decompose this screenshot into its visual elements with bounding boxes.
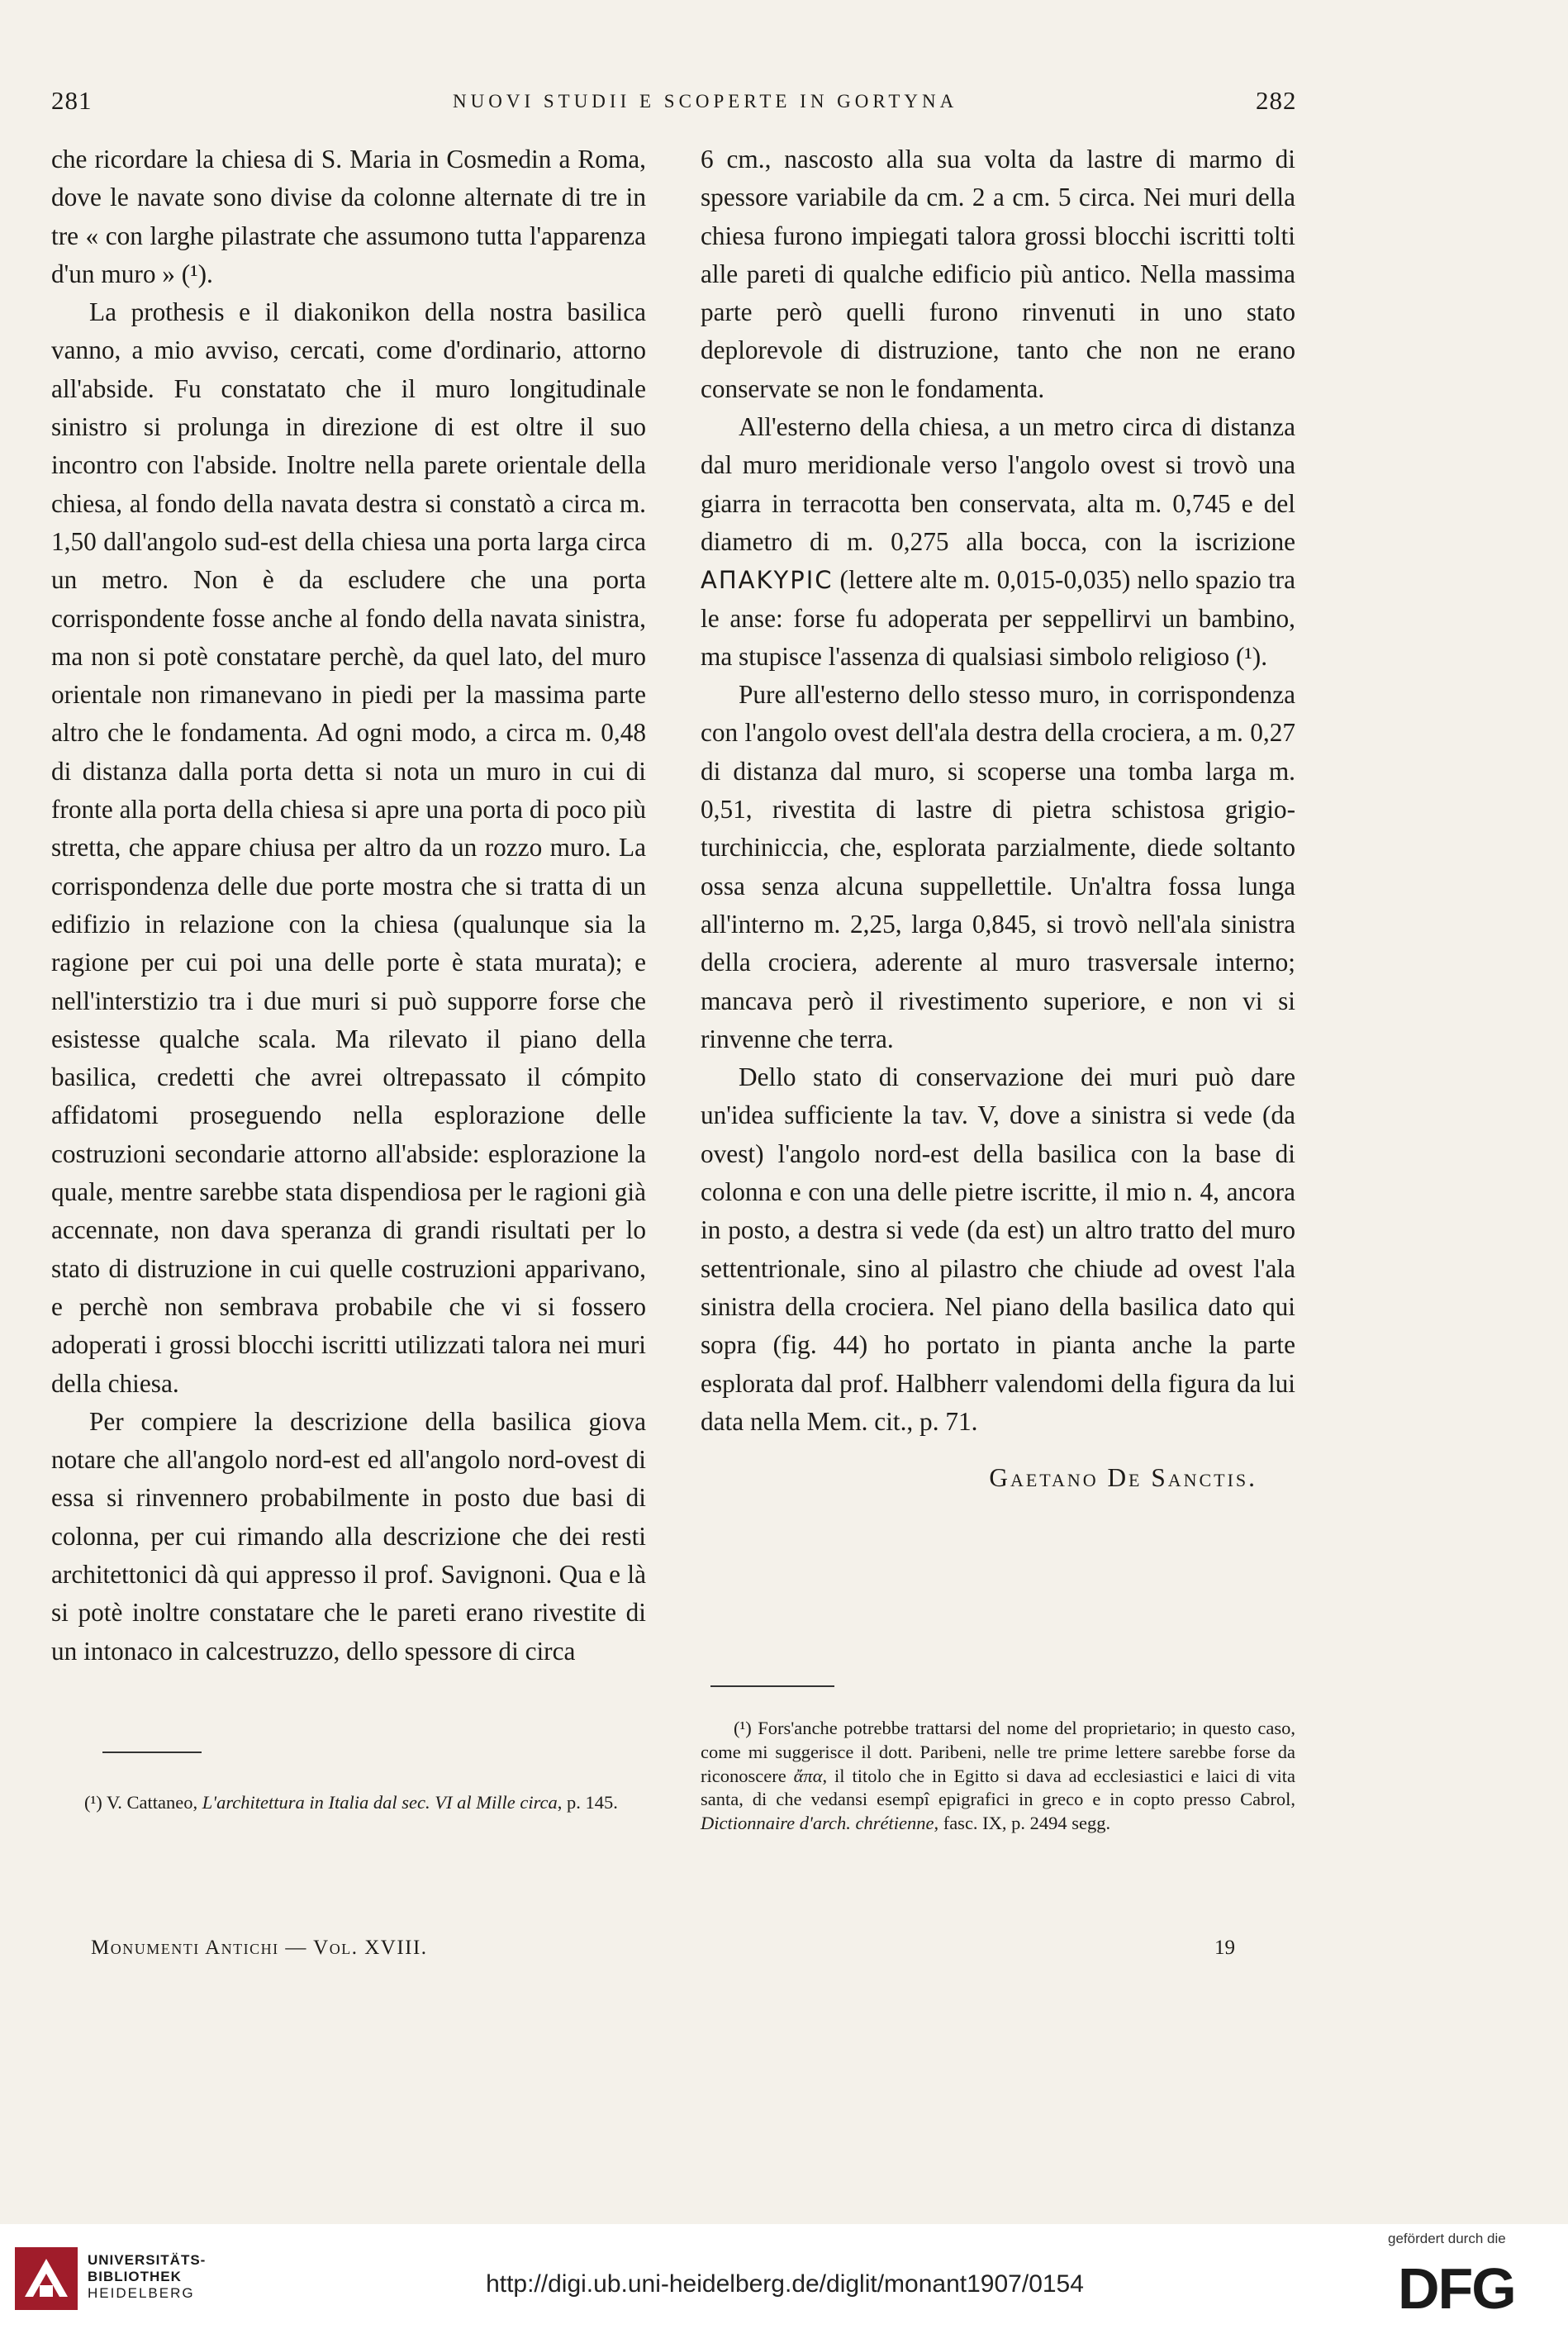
footnote-right-part-c: , fasc. IX, p. 2494 segg.: [934, 1813, 1111, 1834]
footnote-separator: [102, 1752, 202, 1753]
running-title: NUOVI STUDII E SCOPERTE IN GORTYNA: [453, 91, 958, 112]
page-number-left: 281: [51, 86, 93, 115]
footnote-left-part-b: , p. 145.: [557, 1792, 618, 1813]
permalink-url[interactable]: http://digi.ub.uni-heidelberg.de/diglit/monant1907/0154: [486, 2270, 1084, 2298]
footnote-right-greek: ἄπα: [793, 1765, 823, 1786]
signature-number: 19: [1214, 1937, 1235, 1959]
left-paragraph-3: Per compiere la descrizione della basilica giova notare che all'angolo nord-est ed all'angolo nord-ovest di essa si rinvennero probabilmente in posto due basi di colonna, per cui rimando alla descrizione che dei resti architettonici dà qui appresso il prof. Savignoni. Qua e là si potè inoltre constatare che le pareti erano rivestite di un intonaco in calcestruzzo, dello spessore di circa: [51, 1406, 646, 1666]
footnote-right-part-b: , il titolo che in Egitto si dava ad ecclesiastici e laici di vita santa, di che vedansi esempî epigrafici in greco e in copto presso Cabrol,: [701, 1765, 1295, 1810]
left-paragraph-2: La prothesis e il diakonikon della nostra basilica vanno, a mio avviso, cercati, come d'ordinario, attorno all'abside. Fu constatato che il muro longitudinale sinistro si prolunga in direzione di est oltre il suo incontro con l'abside. Inoltre nella parete orientale della chiesa, al fondo della navata destra si constatò a circa m. 1,50 dall'angolo sud-est della chiesa una porta larga circa un metro. Non è da escludere che una porta corrispondente fosse anche al fondo della navata sinistra, ma non si potè constatare perchè, da quel lato, del muro orientale non rimanevano in piedi per la massima parte altro che le fondamenta. Ad ogni modo, a circa m. 0,48 di distanza dalla porta detta si nota un muro in cui di fronte alla porta della chiesa si apre una porta di poco più stretta, che appare chiusa per altro da un rozzo muro. La corrispondenza delle due porte mostra che si tratta di un edifizio in relazione con la chiesa (qualunque sia la ragione per cui poi una delle porte è stata murata); e nell'interstizio tra i due muri si può supporre forse che esistesse qualche scala. Ma rilevato il piano della basilica, credetti che avrei oltrepassato il cómpito affidatomi proseguendo nella esplorazione delle costruzioni secondarie attorno all'abside: esplorazione la quale, mentre sarebbe stata dispendiosa per le ragioni già accennate, non dava speranza di grandi risultati per lo stato di distruzione in cui quelle costruzioni apparivano, e perchè non sembrava probabile che vi si fossero adoperati i grossi blocchi iscritti utilizzati talora nei muri della chiesa.: [51, 297, 646, 1398]
university-library-logo-icon[interactable]: [15, 2247, 78, 2310]
author-signature: Gaetano De Sanctis.: [989, 1463, 1257, 1493]
dfg-logo-icon[interactable]: [1396, 2260, 1553, 2313]
footnote-left-title: L'architettura in Italia dal sec. VI al Mille circa: [202, 1792, 558, 1813]
footnote-right: [701, 1685, 1295, 1836]
footnote-right-text: [701, 1717, 1295, 1836]
right-column: [701, 140, 1295, 1497]
right-paragraph-1: 6 cm., nascosto alla sua volta da lastre di marmo di spessore variabile da cm. 2 a cm. 5 circa. Nei muri della chiesa furono impiegati talora grossi blocchi iscritti tolti alle pareti di qualche edificio più antico. Nella massima parte però quelli furono rinvenuti in uno stato deplorevole di distruzione, tanto che non ne erano conservate se non le fondamenta.: [701, 145, 1295, 403]
greek-inscription: ΑΠΑΚΥΡΙC: [701, 566, 834, 595]
footnote-right-part-a: (¹) Fors'anche potrebbe trattarsi del nome del proprietario; in questo caso, come mi suggerisce il dott. Paribeni, nelle tre prime lettere sarebbe forse da riconoscere: [701, 1718, 1295, 1786]
footnote-left-text: [51, 1791, 646, 1815]
page-number-right: 282: [1256, 86, 1297, 115]
right-paragraph-2: [701, 408, 1295, 676]
footnote-left: [51, 1752, 646, 1815]
institution-line-1: UNIVERSITÄTS-: [88, 2252, 207, 2268]
funded-by-label: gefördert durch die: [1388, 2231, 1506, 2246]
left-column: [51, 140, 646, 1671]
right-paragraph-2-part-a: All'esterno della chiesa, a un metro circa di distanza dal muro meridionale verso l'angolo ovest si trovò una giarra in terracotta ben conservata, alta m. 0,745 e del diametro di m. 0,275 alla bocca, con la iscrizione: [701, 412, 1295, 556]
footnote-separator: [710, 1685, 834, 1687]
left-paragraph-1: che ricordare la chiesa di S. Maria in Cosmedin a Roma, dove le navate sono divise da colonne alternate di tre in tre « con larghe pilastrate che assumono tutta l'apparenza d'un muro » (¹).: [51, 145, 646, 288]
dfg-logo-text: DFG: [1398, 2260, 1515, 2313]
footnote-left-part-a: (¹) V. Cattaneo,: [84, 1792, 202, 1813]
university-library-name[interactable]: [88, 2252, 206, 2302]
footnote-right-title: Dictionnaire d'arch. chrétienne: [701, 1813, 934, 1834]
institution-line-3: HEIDELBERG: [88, 2285, 195, 2301]
right-paragraph-2-part-b: (lettere alte m. 0,015-0,035) nello spazio tra le anse: forse fu adoperata per seppellirvi un bambino, ma stupisce l'assenza di qualsiasi simbolo religioso (¹).: [701, 565, 1295, 671]
right-paragraph-4: Dello stato di conservazione dei muri può dare un'idea sufficiente la tav. V, dove a sinistra si vede (da ovest) l'angolo nord-est della basilica con la base di colonna e con una delle pietre iscritte, il mio n. 4, ancora in posto, a destra si vede (da est) un altro tratto del muro settentrionale, sino al pilastro che chiude ad ovest l'ala sinistra della crociera. Nel piano della basilica dato qui sopra (fig. 44) ho portato in pianta anche la parte esplorata dal prof. Halbherr valendomi della figura da lui data nella Mem. cit., p. 71.: [701, 1062, 1295, 1436]
institution-line-2: BIBLIOTHEK: [88, 2269, 182, 2284]
journal-footer: Monumenti Antichi — Vol. XVIII.: [91, 1937, 428, 1959]
right-paragraph-3: Pure all'esterno dello stesso muro, in corrispondenza con l'angolo ovest dell'ala destra della crociera, a m. 0,27 di distanza dal muro, si scoperse una tomba larga m. 0,51, rivestita di lastre di pietra schistosa grigio-turchiniccia, che, esplorata parzialmente, diede soltanto ossa senza alcuna suppellettile. Un'altra fossa lunga all'interno m. 2,25, larga 0,845, si trovò nell'ala sinistra della crociera, aderente al muro trasversale interno; mancava però il rivestimento superiore, e non vi si rinvenne che terra.: [701, 680, 1295, 1053]
